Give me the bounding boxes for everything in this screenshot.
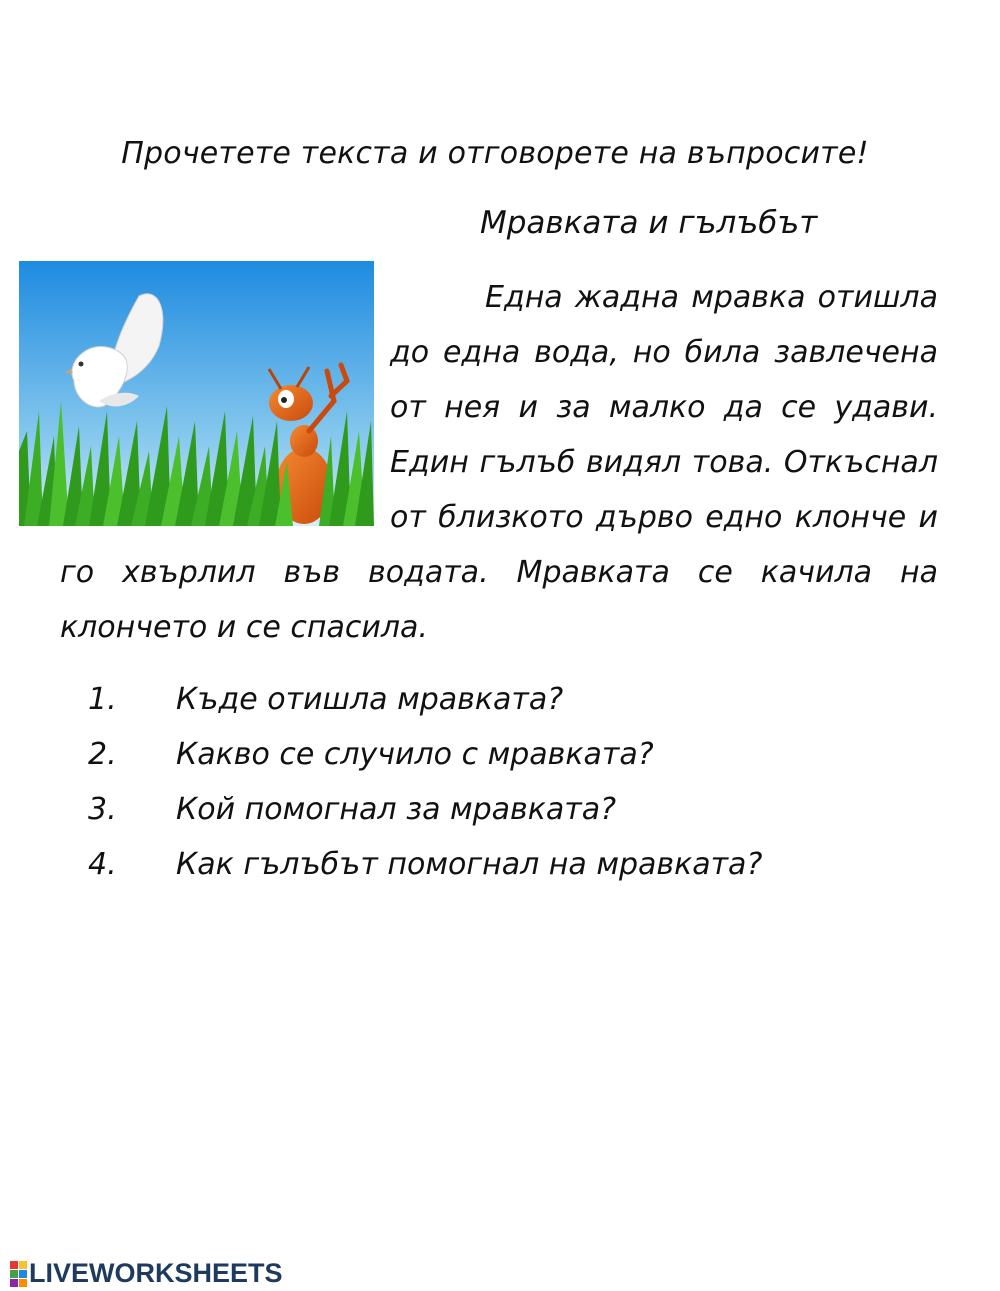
story-body: Една жадна мравка отишла до една вода, но била завлечена от нея и за малко да се удави. Един гълъб видял това. Откъснал от близкото дърво едно клонче и го хвърлил във водата. Мравката се качила на клончето и се спасила.	[60, 280, 938, 645]
question-text: Как гълъбът помогнал на мравката?	[176, 847, 763, 882]
question-text: Какво се случило с мравката?	[176, 737, 654, 772]
question-number: 1.	[88, 682, 117, 717]
instruction-text: Прочетете текста и отговорете на въпросите!	[121, 136, 869, 171]
illustration-spacer	[60, 270, 390, 545]
question-item	[88, 727, 762, 782]
question-text: Кой помогнал за мравката?	[176, 792, 617, 827]
question-item	[88, 782, 762, 837]
story-text	[60, 270, 938, 655]
question-number: 2.	[88, 737, 117, 772]
question-item	[88, 672, 762, 727]
question-text: Къде отишла мравката?	[176, 682, 564, 717]
liveworksheets-logo	[10, 1258, 283, 1289]
story-title: Мравката и гълъбът	[480, 205, 818, 241]
logo-icon	[10, 1261, 27, 1287]
question-list	[88, 672, 762, 892]
logo-text: LIVEWORKSHEETS	[29, 1258, 283, 1288]
question-number: 4.	[88, 847, 117, 882]
question-item	[88, 837, 762, 892]
question-number: 3.	[88, 792, 117, 827]
